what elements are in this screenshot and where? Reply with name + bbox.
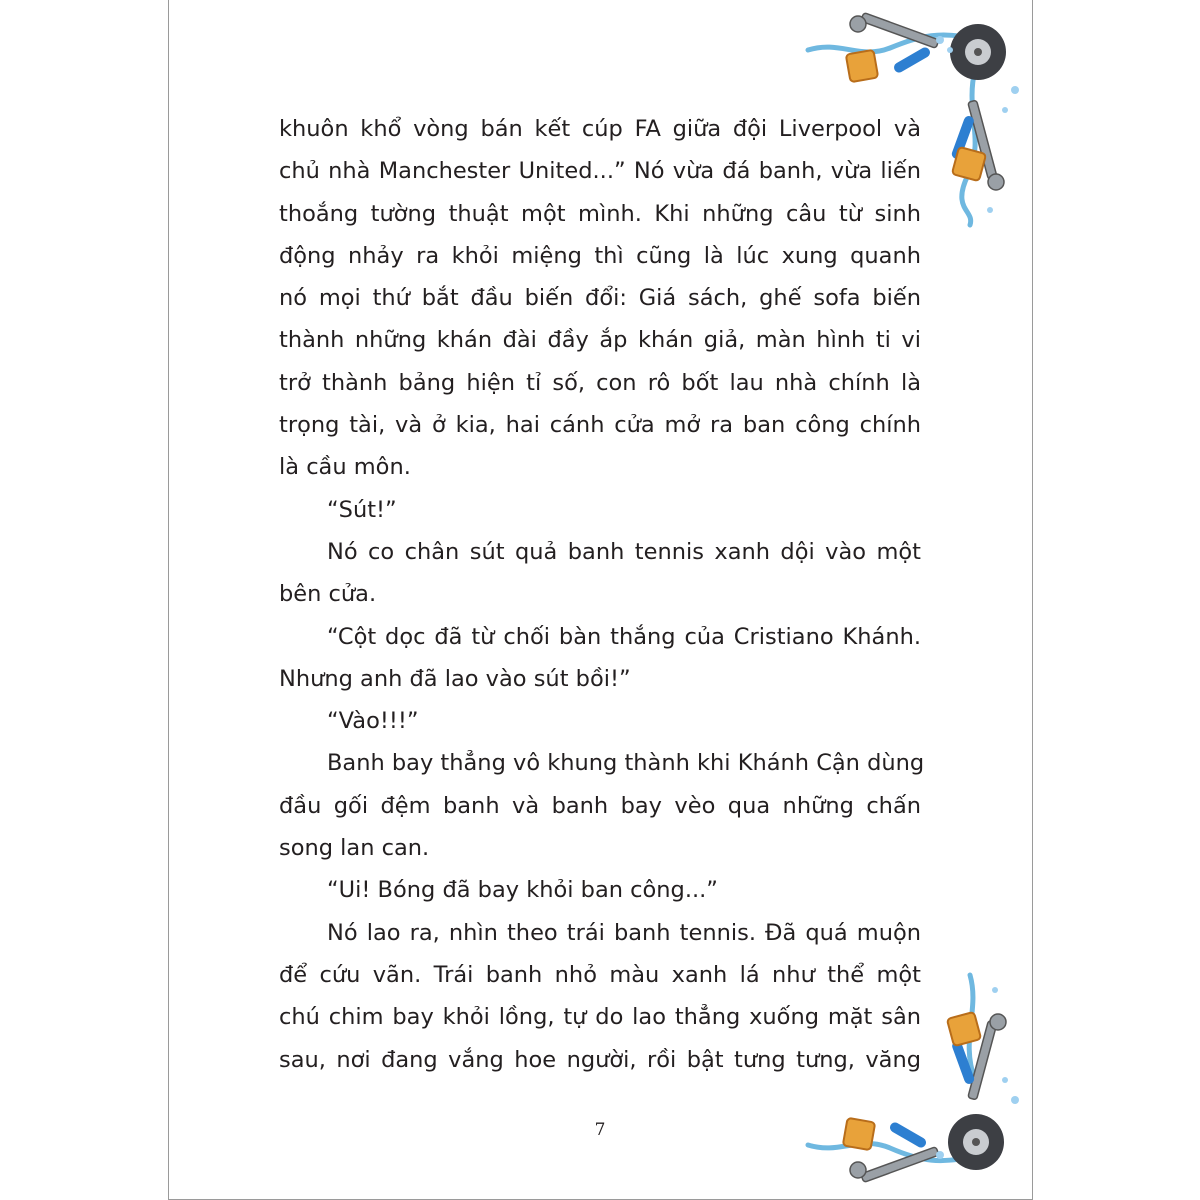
text-line: bên cửa. bbox=[279, 581, 377, 608]
text-line: để cứu vãn. Trái banh nhỏ màu xanh lá như thể một bbox=[279, 961, 921, 988]
text-line: nó mọi thứ bắt đầu biến đổi: Giá sách, ghế sofa biến bbox=[279, 285, 921, 312]
text-line: “Sút!” bbox=[327, 496, 397, 523]
text-line: Nó lao ra, nhìn theo trái banh tennis. Đã quá muộn bbox=[327, 919, 921, 946]
text-line: là cầu môn. bbox=[279, 454, 411, 481]
page-number: 7 bbox=[594, 1120, 606, 1140]
tire-icon bbox=[950, 24, 1006, 80]
text-line: thành những khán đài đầy ắp khán giả, màn hình ti vi bbox=[279, 327, 921, 354]
text-line: “Cột dọc đã từ chối bàn thắng của Cristiano Khánh. bbox=[327, 623, 921, 650]
text-line: chú chim bay khỏi lồng, tự do lao thẳng xuống mặt sân bbox=[279, 1004, 921, 1031]
text-line: khuôn khổ vòng bán kết cúp FA giữa đội Liverpool và bbox=[279, 116, 921, 142]
text-line: “Vào!!!” bbox=[327, 708, 419, 735]
body-text bbox=[279, 108, 925, 1081]
text-line: Nhưng anh đã lao vào sút bồi!” bbox=[279, 665, 631, 692]
text-line: Banh bay thẳng vô khung thành khi Khánh Cận dùng bbox=[327, 750, 925, 777]
text-line: Nó co chân sút quả banh tennis xanh dội vào một bbox=[327, 538, 921, 565]
text-line: “Ui! Bóng đã bay khỏi ban công...” bbox=[327, 877, 718, 904]
text-line: chủ nhà Manchester United...” Nó vừa đá banh, vừa liến bbox=[279, 158, 921, 185]
text-line: song lan can. bbox=[279, 835, 430, 862]
text-line: động nhảy ra khỏi miệng thì cũng là lúc xung quanh bbox=[279, 242, 921, 269]
text-line: đầu gối đệm banh và banh bay vèo qua những chấn bbox=[279, 792, 921, 819]
text-line: sau, nơi đang vắng hoe người, rồi bật tưng tưng, văng bbox=[279, 1046, 921, 1073]
text-line: thoắng tường thuật một mình. Khi những câu từ sinh bbox=[279, 200, 921, 227]
text-line: trọng tài, và ở kia, hai cánh cửa mở ra ban công chính bbox=[279, 412, 921, 439]
text-line: trở thành bảng hiện tỉ số, con rô bốt lau nhà chính là bbox=[279, 369, 921, 396]
